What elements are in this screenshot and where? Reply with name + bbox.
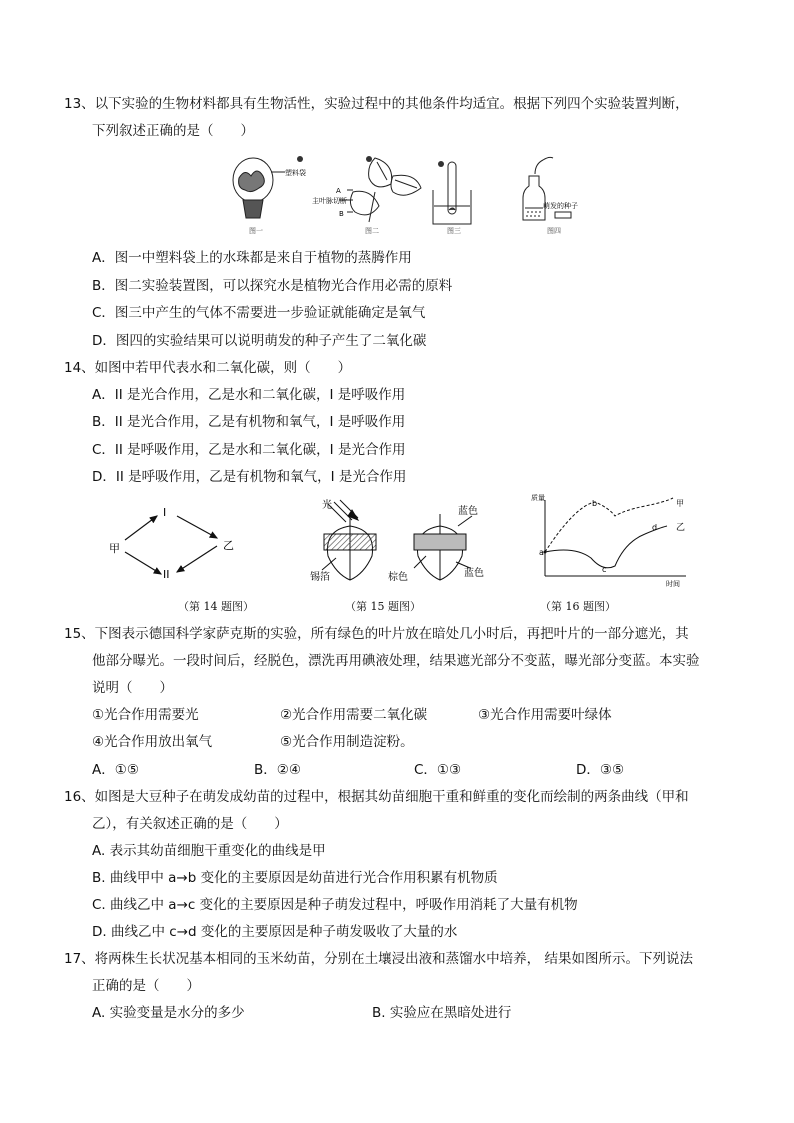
fig15-blue-bottom-label: 蓝色 (464, 568, 484, 579)
fig2-caption: 图二 (365, 227, 379, 235)
fig15-leaf-experiment (300, 496, 500, 586)
fig4-caption: 图四 (547, 227, 561, 235)
fig1-bag-label: 塑料袋 (285, 169, 306, 177)
q16-option-a: A. 表示其幼苗细胞干重变化的曲线是甲 (92, 843, 326, 859)
q13-stem-line2: 下列叙述正确的是（ ） (92, 123, 254, 139)
fig2-leaves (339, 158, 421, 222)
fig14-caption: （第 14 题图） (178, 600, 254, 613)
fig14-label-jia: 甲 (109, 542, 120, 555)
fig16-ylabel: 质量 (531, 494, 545, 502)
q13-option-b: B．图二实验装置图，可以探究水是植物光合作用必需的原料 (92, 278, 453, 294)
q15-item-2: ②光合作用需要二氧化碳 (280, 707, 428, 723)
fig1-caption: 图一 (249, 227, 263, 235)
fig14-label-yi: 乙 (223, 539, 234, 552)
fig16-caption: （第 16 题图） (540, 600, 616, 613)
fig4-seeds-label: 萌发的种子 (543, 202, 578, 210)
q13-option-a: A．图一中塑料袋上的水珠都是来自于植物的蒸腾作用 (92, 250, 412, 266)
q14-stem: 14、如图中若甲代表水和二氧化碳，则（ ） (64, 360, 352, 376)
q14-option-d: D．II 是呼吸作用，乙是有机物和氧气，I 是光合作用 (92, 469, 407, 485)
fig16-label-yi: 乙 (676, 523, 686, 533)
q13-figures (225, 150, 585, 238)
q15-option-d: D．③⑤ (576, 762, 625, 778)
q16-option-d: D. 曲线乙中 c→d 变化的主要原因是种子萌发吸收了大量的水 (92, 924, 458, 940)
fig2-label-b: B (339, 210, 344, 218)
fig15-light-label: 光 (322, 500, 332, 511)
q15-option-a: A．①⑤ (92, 762, 139, 778)
fig16-point-d: d (652, 523, 658, 532)
fig15-caption: （第 15 题图） (345, 600, 421, 613)
fig16-curves-chart (530, 494, 690, 589)
q16-stem-line1: 16、如图是大豆种子在萌发成幼苗的过程中，根据其幼苗细胞干重和鲜重的变化而绘制的两条曲线（甲和 (64, 789, 689, 805)
q15-stem-line1: 15、下图表示德国科学家萨克斯的实验，所有绿色的叶片放在暗处几小时后，再把叶片的一部分遮光，其 (64, 626, 689, 642)
fig16-label-jia: 甲 (676, 499, 684, 508)
fig15-brown-label: 棕色 (388, 572, 408, 583)
q13-stem-line1: 13、以下实验的生物材料都具有生物活性，实验过程中的其他条件均适宜。根据下列四个实验装置判断， (64, 96, 689, 112)
q13-option-d: D．图四的实验结果可以说明萌发的种子产生了二氧化碳 (92, 333, 427, 349)
q14-option-a: A．II 是光合作用，乙是水和二氧化碳，I 是呼吸作用 (92, 387, 406, 403)
q17-stem-line2: 正确的是（ ） (92, 978, 200, 994)
fig16-point-a: a (539, 548, 544, 557)
fig16-point-b: b (592, 499, 598, 508)
q15-stem-line2: 他部分曝光。一段时间后，经脱色，漂洗再用碘液处理，结果遮光部分不变蓝，曝光部分变蓝。本实验 (92, 653, 700, 669)
q14-option-b: B．II 是光合作用，乙是有机物和氧气，I 是呼吸作用 (92, 414, 406, 430)
fig15-foil-label: 锡箔 (310, 572, 330, 583)
q15-stem-line3: 说明（ ） (92, 680, 173, 696)
fig14-label-i: I (163, 506, 167, 519)
q15-option-c: C．①③ (414, 762, 462, 778)
q15-item-4: ④光合作用放出氧气 (92, 734, 213, 750)
q16-option-c: C. 曲线乙中 a→c 变化的主要原因是种子萌发过程中，呼吸作用消耗了大量有机物 (92, 897, 578, 913)
fig3-caption: 图三 (447, 227, 461, 235)
q16-option-b: B. 曲线甲中 a→b 变化的主要原因是幼苗进行光合作用积累有机物质 (92, 870, 498, 886)
q17-stem-line1: 17、将两株生长状况基本相同的玉米幼苗，分别在土壤浸出液和蒸馏水中培养， 结果如图所示。下列说法 (64, 951, 693, 967)
fig16-xlabel: 时间 (666, 580, 680, 588)
fig14-label-ii: II (163, 568, 170, 581)
q13-option-c: C．图三中产生的气体不需要进一步验证就能确定是氧气 (92, 305, 426, 321)
q14-option-c: C．II 是呼吸作用，乙是水和二氧化碳，I 是光合作用 (92, 442, 406, 458)
q15-option-b: B．②④ (254, 762, 301, 778)
fig14-cycle-diagram (105, 500, 255, 590)
q15-item-5: ⑤光合作用制造淀粉。 (280, 734, 414, 750)
q15-item-3: ③光合作用需要叶绿体 (478, 707, 612, 723)
q15-item-1: ①光合作用需要光 (92, 707, 199, 723)
fig15-blue-top-label: 蓝色 (458, 506, 478, 517)
fig2-label-a: A (336, 187, 341, 195)
fig16-point-c: c (602, 565, 607, 574)
fig2-cut-label: 主叶脉切断 (312, 197, 347, 205)
q17-option-a: A. 实验变量是水分的多少 (92, 1005, 245, 1021)
fig3-beaker (433, 162, 471, 224)
q17-option-b: B. 实验应在黑暗处进行 (372, 1005, 512, 1021)
fig4-jar (523, 157, 571, 220)
fig1-plant-in-bag (233, 158, 285, 218)
q16-stem-line2: 乙），有关叙述正确的是（ ） (92, 816, 288, 832)
